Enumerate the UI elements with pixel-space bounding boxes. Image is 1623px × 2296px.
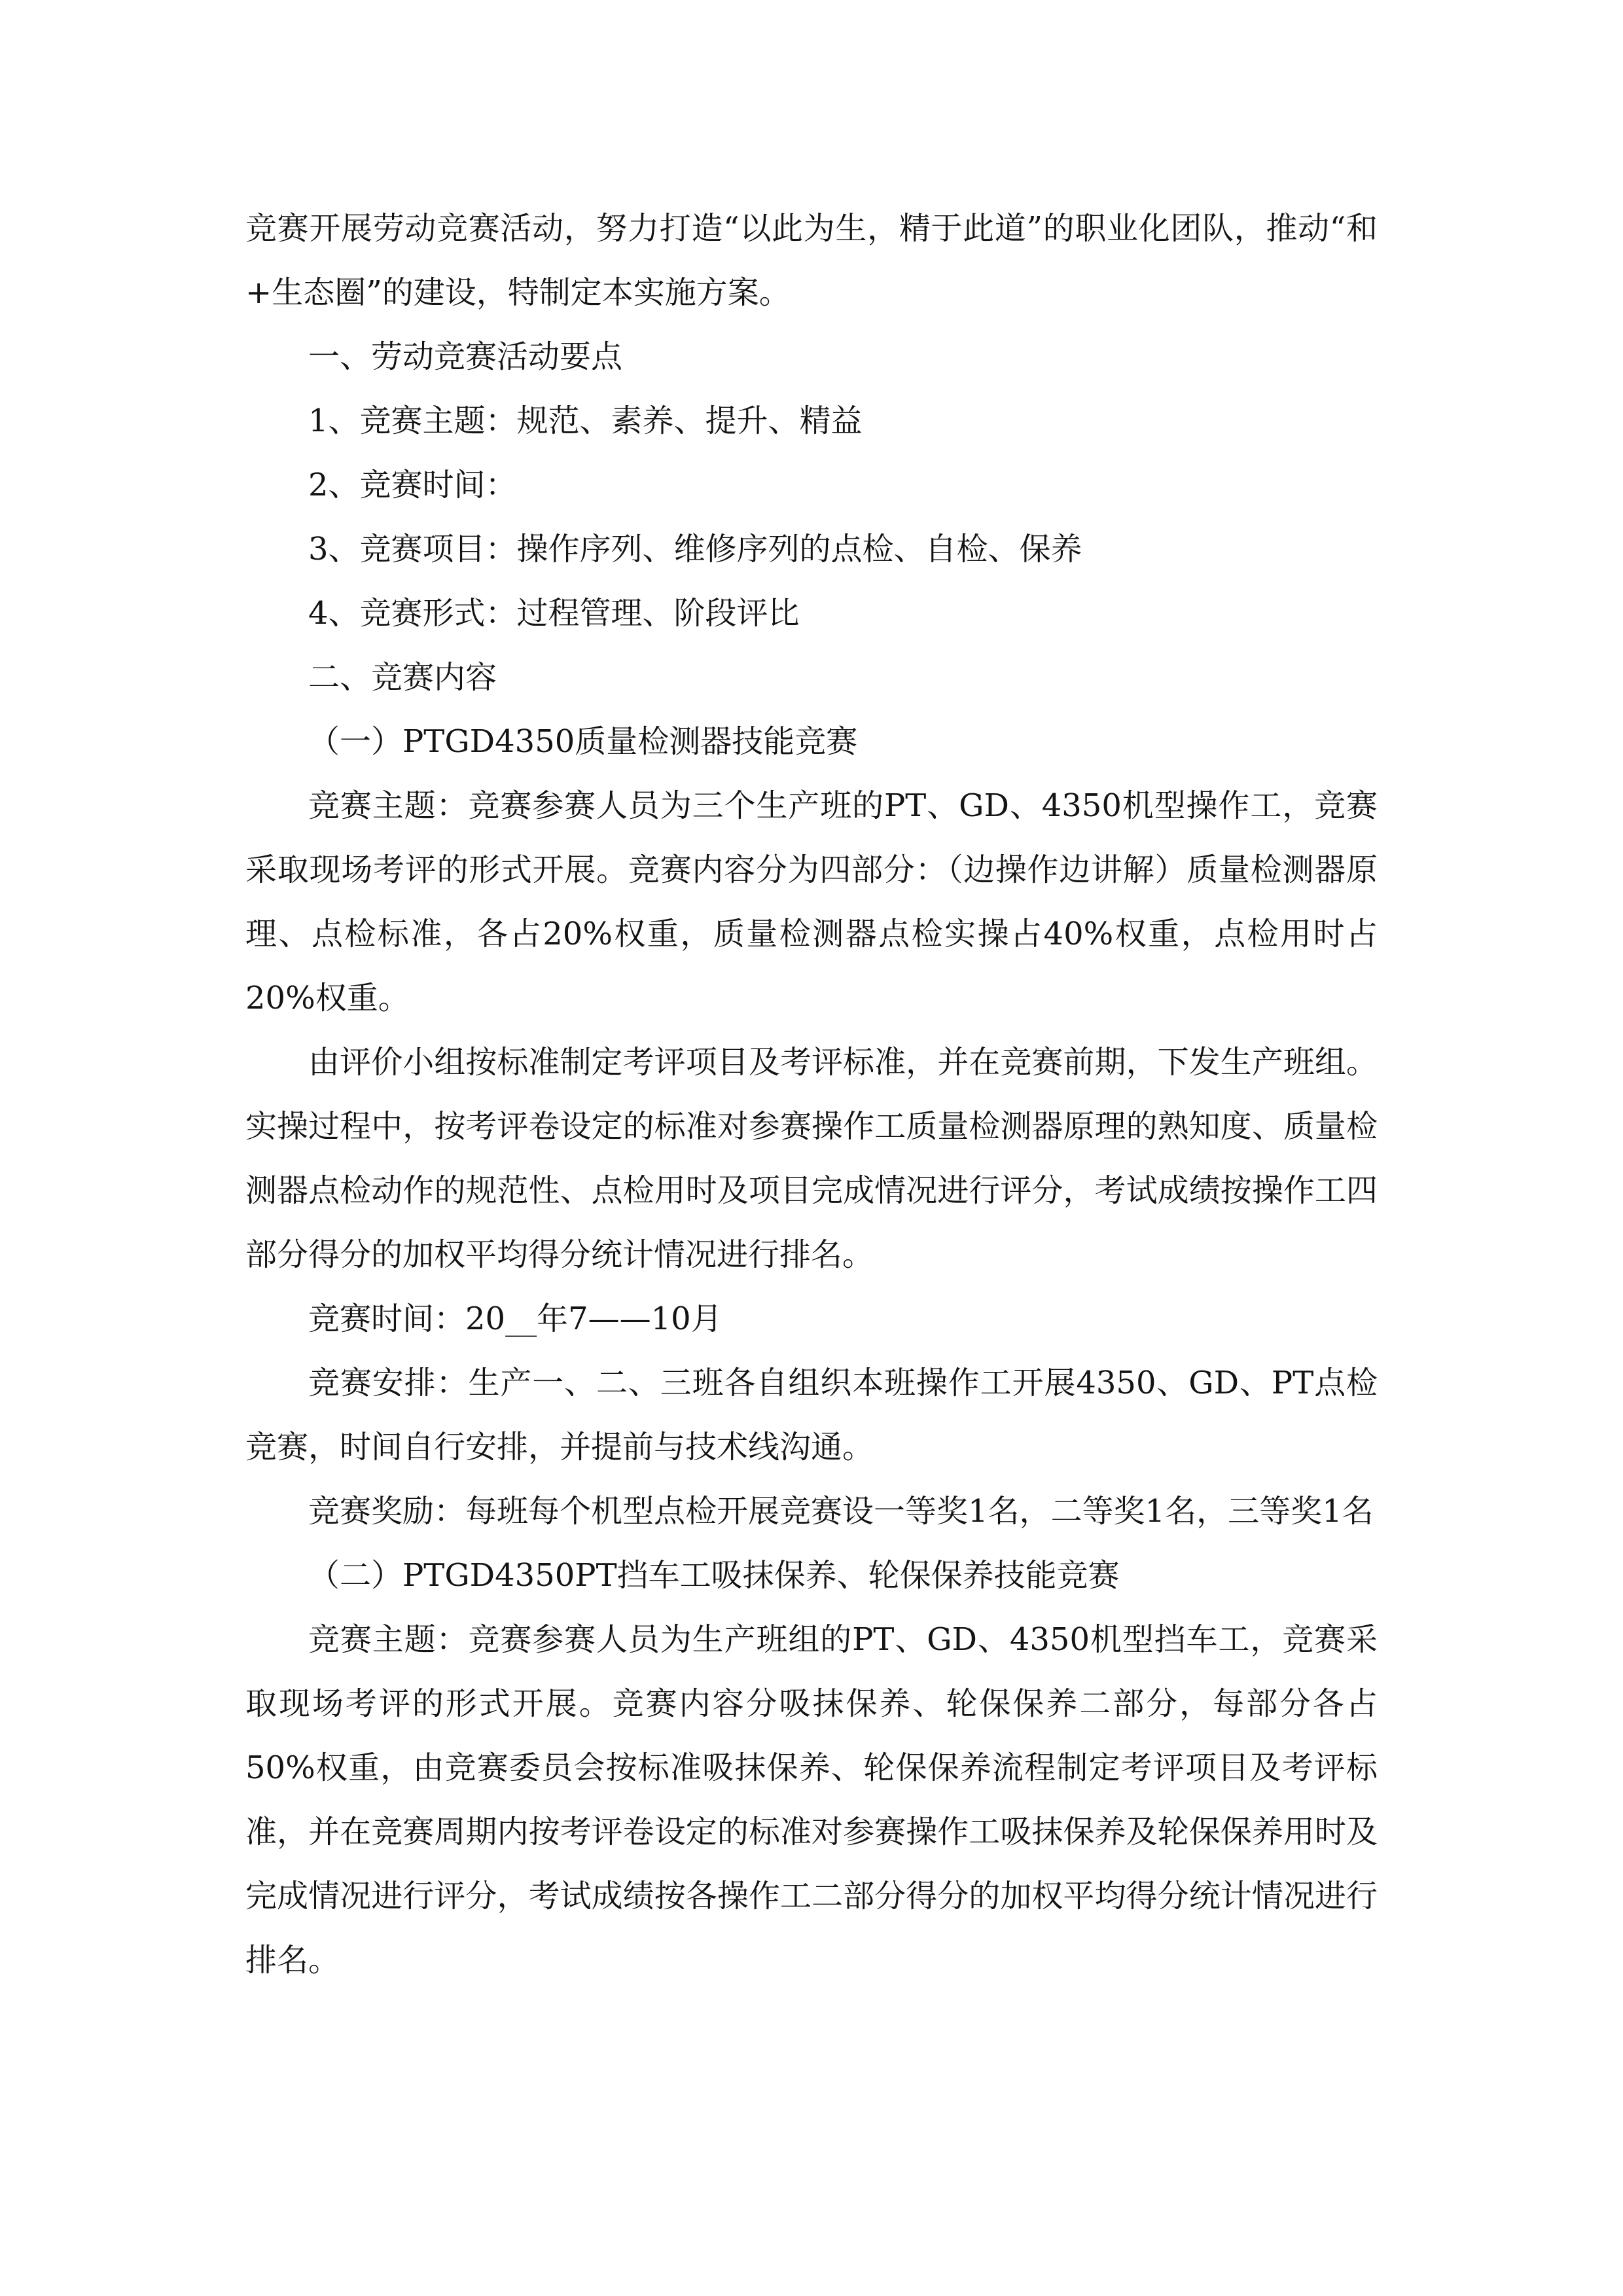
list-item-time: 2、竞赛时间： (308, 467, 517, 503)
list-item-project: 3、竞赛项目：操作序列、维修序列的点检、自检、保养 (308, 531, 1082, 567)
paragraph-sub2-theme: 竞赛主题：竞赛参赛人员为生产班组的PT、GD、4350机型挡车工，竞赛采取现场考评的形式开展。竞赛内容分吸抹保养、轮保保养二部分，每部分各占50%权重，由竞赛委员会按标准吸抹保养、轮保保养流程制定考评项目及考评标准，并在竞赛周期内按考评卷设定的标准对参赛操作工吸抹保养及轮保保养用时及完成情况进行评分，考试成绩按各操作工二部分得分的加权平均得分统计情况进行排名。 (245, 1621, 1378, 1979)
paragraph-sub1-arrangement: 竞赛安排：生产一、二、三班各自组织本班操作工开展4350、GD、PT点检竞赛，时间自行安排，并提前与技术线沟通。 (245, 1365, 1378, 1465)
paragraph-sub1-evaluation: 由评价小组按标准制定考评项目及考评标准，并在竞赛前期，下发生产班组。实操过程中，按考评卷设定的标准对参赛操作工质量检测器原理的熟知度、质量检测器点检动作的规范性、点检用时及项目完成情况进行评分，考试成绩按操作工四部分得分的加权平均得分统计情况进行排名。 (245, 1044, 1378, 1273)
list-item-format: 4、竞赛形式：过程管理、阶段评比 (308, 595, 800, 632)
paragraph-sub1-theme: 竞赛主题：竞赛参赛人员为三个生产班的PT、GD、4350机型操作工，竞赛采取现场考评的形式开展。竞赛内容分为四部分：（边操作边讲解）质量检测器原理、点检标准，各占20%权重，质量检测器点检实操占40%权重，点检用时占20%权重。 (245, 787, 1378, 1016)
paragraph-sub1-award: 竞赛奖励：每班每个机型点检开展竞赛设一等奖1名，二等奖1名，三等奖1名 (308, 1493, 1374, 1530)
intro-paragraph: 竞赛开展劳动竞赛活动，努力打造“以此为生，精于此道”的职业化团队，推动“和+生态圈”的建设，特制定本实施方案。 (245, 210, 1378, 311)
section-heading-contents: 二、竞赛内容 (308, 659, 497, 696)
subsection-heading-maintenance: （二）PTGD4350PT挡车工吸抹保养、轮保保养技能竞赛 (308, 1557, 1120, 1594)
subsection-heading-quality-detector: （一）PTGD4350质量检测器技能竞赛 (308, 723, 858, 760)
document-body (245, 196, 1378, 1992)
section-heading-activity-points: 一、劳动竞赛活动要点 (308, 338, 623, 375)
list-item-theme: 1、竞赛主题：规范、素养、提升、精益 (308, 403, 863, 439)
paragraph-sub1-time: 竞赛时间：20__年7——10月 (308, 1300, 722, 1337)
